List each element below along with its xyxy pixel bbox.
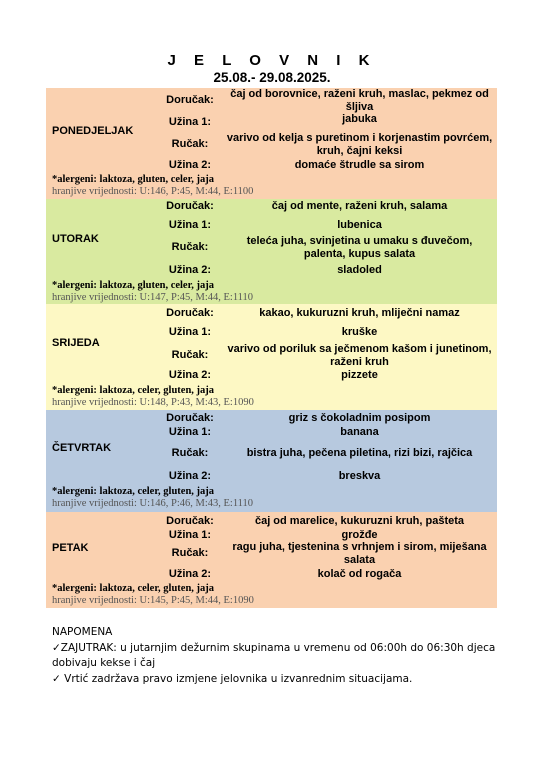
meal-label: Užina 2: <box>168 568 212 580</box>
menu-dates: 25.08.- 29.08.2025. <box>213 70 331 85</box>
note-line: dobivaju kekse i čaj <box>52 657 156 669</box>
allergens-note: *alergeni: laktoza, celer, gluten, jaja <box>52 583 215 594</box>
meal-label: Užina 1: <box>168 219 212 231</box>
meal-label: Doručak: <box>166 307 214 319</box>
day-block-tuesday <box>46 199 497 304</box>
meal-label: Doručak: <box>166 412 214 424</box>
day-block-thursday <box>46 410 497 512</box>
meal-value: kakao, kukuruzni kruh, mliječni namaz <box>259 307 460 319</box>
meal-label: Ručak: <box>171 349 209 361</box>
note-heading: NAPOMENA <box>52 626 113 638</box>
meal-label: Užina 1: <box>168 326 212 338</box>
meal-label: Doručak: <box>166 200 214 212</box>
menu-title: J E L O V N I K <box>167 52 377 69</box>
meal-label: Užina 1: <box>168 529 212 541</box>
meal-value: grožđe <box>341 529 378 541</box>
allergens-note: *alergeni: laktoza, celer, gluten, jaja <box>52 486 215 497</box>
day-block-friday <box>46 512 497 608</box>
meal-value: kruške <box>341 326 378 338</box>
meal-value: čaj od mente, raženi kruh, salama <box>271 200 448 212</box>
meal-value: sladoled <box>337 264 382 276</box>
meal-label: Užina 2: <box>168 159 212 171</box>
day-name: SRIJEDA <box>52 337 100 349</box>
meal-label: Doručak: <box>166 515 214 527</box>
meal-value: varivo od kelja s puretinom i korjenastim povrćem, kruh, čajni keksi <box>226 132 493 157</box>
meal-value: domaće štrudle sa sirom <box>294 159 425 171</box>
nutrition-values: hranjive vrijednosti: U:146, P:46, M:43, E:1110 <box>52 498 254 509</box>
note-section <box>52 625 495 687</box>
meal-value: kolač od rogača <box>317 568 402 580</box>
meal-value: čaj od marelice, kukuruzni kruh, pašteta <box>254 515 465 527</box>
meal-value: varivo od poriluk sa ječmenom kašom i junetinom, raženi kruh <box>227 343 492 368</box>
day-block-wednesday <box>46 304 497 410</box>
meal-label: Užina 2: <box>168 264 212 276</box>
note-line: ✓ZAJUTRAK: u jutarnjim dežurnim skupinama u vremenu od 06:00h do 06:30h djeca <box>52 641 496 654</box>
menu-table <box>46 88 497 608</box>
nutrition-values: hranjive vrijednosti: U:146, P:45, M:44, E:1100 <box>52 186 254 197</box>
meal-label: Ručak: <box>171 447 209 459</box>
meal-value: breskva <box>338 470 381 482</box>
meal-label: Ručak: <box>171 241 209 253</box>
meal-label: Ručak: <box>171 547 209 559</box>
nutrition-values: hranjive vrijednosti: U:147, P:45, M:44, E:1110 <box>52 292 254 303</box>
meal-value: ragu juha, tjestenina s vrhnjem i sirom, miješana salata <box>232 541 487 566</box>
day-name: UTORAK <box>52 233 99 245</box>
allergens-note: *alergeni: laktoza, gluten, celer, jaja <box>52 174 215 185</box>
meal-value: čaj od borovnice, raženi kruh, maslac, pekmez od šljiva <box>230 88 489 113</box>
day-block-monday <box>46 88 497 199</box>
meal-value: jabuka <box>342 113 377 125</box>
meal-label: Užina 2: <box>168 470 212 482</box>
meal-value: bistra juha, pečena piletina, rizi bizi, rajčica <box>246 447 473 459</box>
meal-value: griz s čokoladnim posipom <box>288 412 431 424</box>
day-name: ČETVRTAK <box>52 442 112 454</box>
meal-label: Užina 2: <box>168 369 212 381</box>
meal-row-breakfast <box>46 88 497 112</box>
note-line: ✓ Vrtić zadržava pravo izmjene jelovnika u izvanrednim situacijama. <box>52 672 413 685</box>
meal-value: lubenica <box>337 219 382 231</box>
meal-label: Užina 1: <box>168 426 212 438</box>
nutrition-values: hranjive vrijednosti: U:145, P:45, M:44, E:1090 <box>52 595 254 606</box>
meal-value: teleća juha, svinjetina u umaku s đuvečom, palenta, kupus salata <box>246 235 473 260</box>
day-name: PETAK <box>52 542 89 554</box>
nutrition-values: hranjive vrijednosti: U:148, P:43, M:43, E:1090 <box>52 397 254 408</box>
allergens-note: *alergeni: laktoza, gluten, celer, jaja <box>52 280 215 291</box>
meal-value: banana <box>340 426 379 438</box>
meal-label: Ručak: <box>171 138 209 150</box>
allergens-note: *alergeni: laktoza, celer, gluten, jaja <box>52 385 215 396</box>
meal-label: Doručak: <box>166 94 214 106</box>
meal-label: Užina 1: <box>168 116 212 128</box>
day-name: PONEDJELJAK <box>52 125 134 137</box>
meal-value: pizzete <box>341 369 378 381</box>
